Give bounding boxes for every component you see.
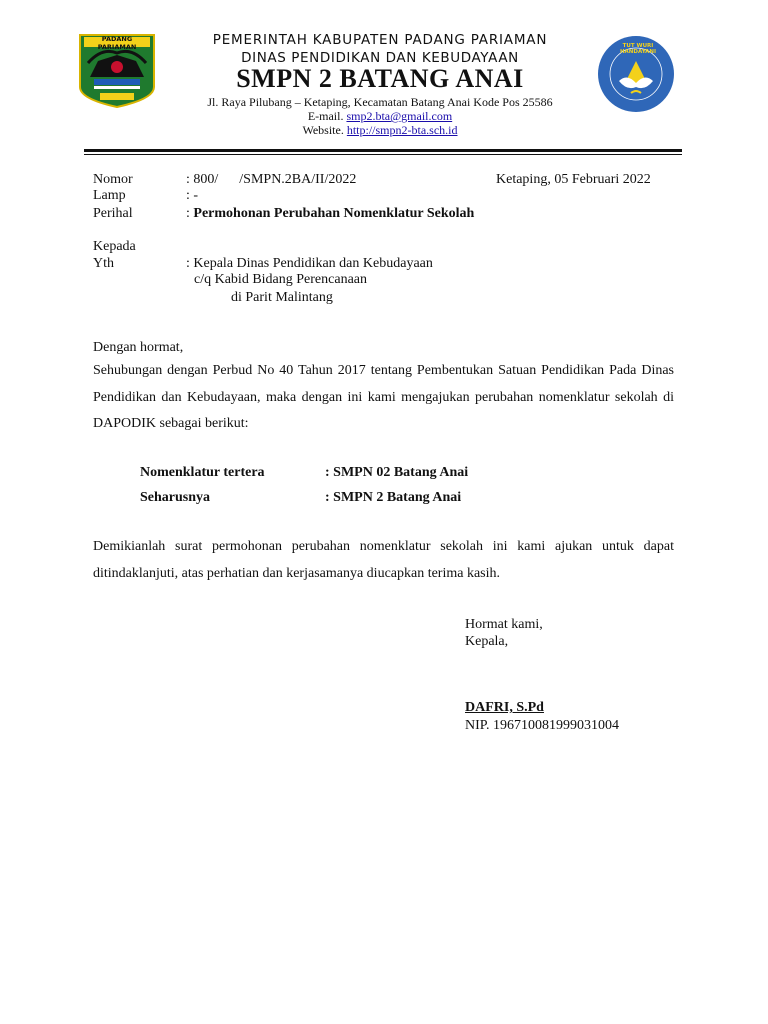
place-date: Ketaping, 05 Februari 2022 <box>496 172 651 187</box>
signature-name: DAFRI, S.Pd <box>465 700 544 715</box>
lamp-label: Lamp <box>93 188 126 203</box>
kepada-label: Kepada <box>93 239 136 254</box>
greeting: Dengan hormat, <box>93 340 184 355</box>
nomor-label: Nomor <box>93 172 133 187</box>
signature-position: Kepala, <box>465 634 509 649</box>
paragraph-closing: Demikianlah surat permohonan perubahan nomenklatur sekolah ini kami ajukan untuk dapat ditindaklanjuti, atas perhatian dan kerjasamanya diucapkan terima kasih. <box>93 539 674 581</box>
right-logo-text: TUT WURI HANDAYANI <box>619 43 657 55</box>
header-divider-thin <box>84 154 682 155</box>
website-label: Website. <box>302 123 347 137</box>
perihal-label: Perihal <box>93 206 133 221</box>
nomenclature-label-current: Nomenklatur tertera <box>140 465 265 480</box>
recipient-line2: c/q Kabid Bidang Perencanaan <box>194 272 367 287</box>
header-school-name: SMPN 2 BATANG ANAI <box>236 64 524 93</box>
nomenclature-value-current: : SMPN 02 Batang Anai <box>325 465 469 480</box>
header-department: DINAS PENDIDIKAN DAN KEBUDAYAAN <box>241 50 519 66</box>
signature-nip: NIP. 196710081999031004 <box>465 718 620 733</box>
yth-label: Yth <box>93 256 114 271</box>
recipient-line3: di Parit Malintang <box>231 290 333 305</box>
left-logo-text: PADANG PARIAMAN <box>97 35 137 51</box>
website-link[interactable]: http://smpn2-bta.sch.id <box>346 123 458 137</box>
lamp-value: : - <box>186 188 199 203</box>
nomenclature-value-correct: : SMPN 2 Batang Anai <box>325 490 462 505</box>
email-link[interactable]: smp2.bta@gmail.com <box>346 109 453 123</box>
header-website <box>160 123 600 138</box>
header-email <box>160 109 600 124</box>
header-government: PEMERINTAH KABUPATEN PADANG PARIAMAN <box>212 32 548 48</box>
signature-regards: Hormat kami, <box>465 617 543 632</box>
nomenclature-label-correct: Seharusnya <box>140 490 211 505</box>
email-label: E-mail. <box>307 109 347 123</box>
perihal-value-line <box>186 205 474 223</box>
recipient-line1: : Kepala Dinas Pendidikan dan Kebudayaan <box>186 256 433 271</box>
perihal-value: Permohonan Perubahan Nomenklatur Sekolah <box>193 206 475 221</box>
paragraph-intro: Sehubungan dengan Perbud No 40 Tahun 2017 tentang Pembentukan Satuan Pendidikan Pada Dinas Pendidikan dan Kebudayaan, maka dengan ini kami mengajukan perubahan nomenklatur sekolah di DAPODIK sebagai berikut: <box>93 363 674 431</box>
perihal-colon: : <box>186 206 194 221</box>
header-address: Jl. Raya Pilubang – Ketaping, Kecamatan Batang Anai Kode Pos 25586 <box>207 95 553 109</box>
header-divider-thick <box>84 149 682 152</box>
nomor-value: : 800/ /SMPN.2BA/II/2022 <box>186 172 357 187</box>
